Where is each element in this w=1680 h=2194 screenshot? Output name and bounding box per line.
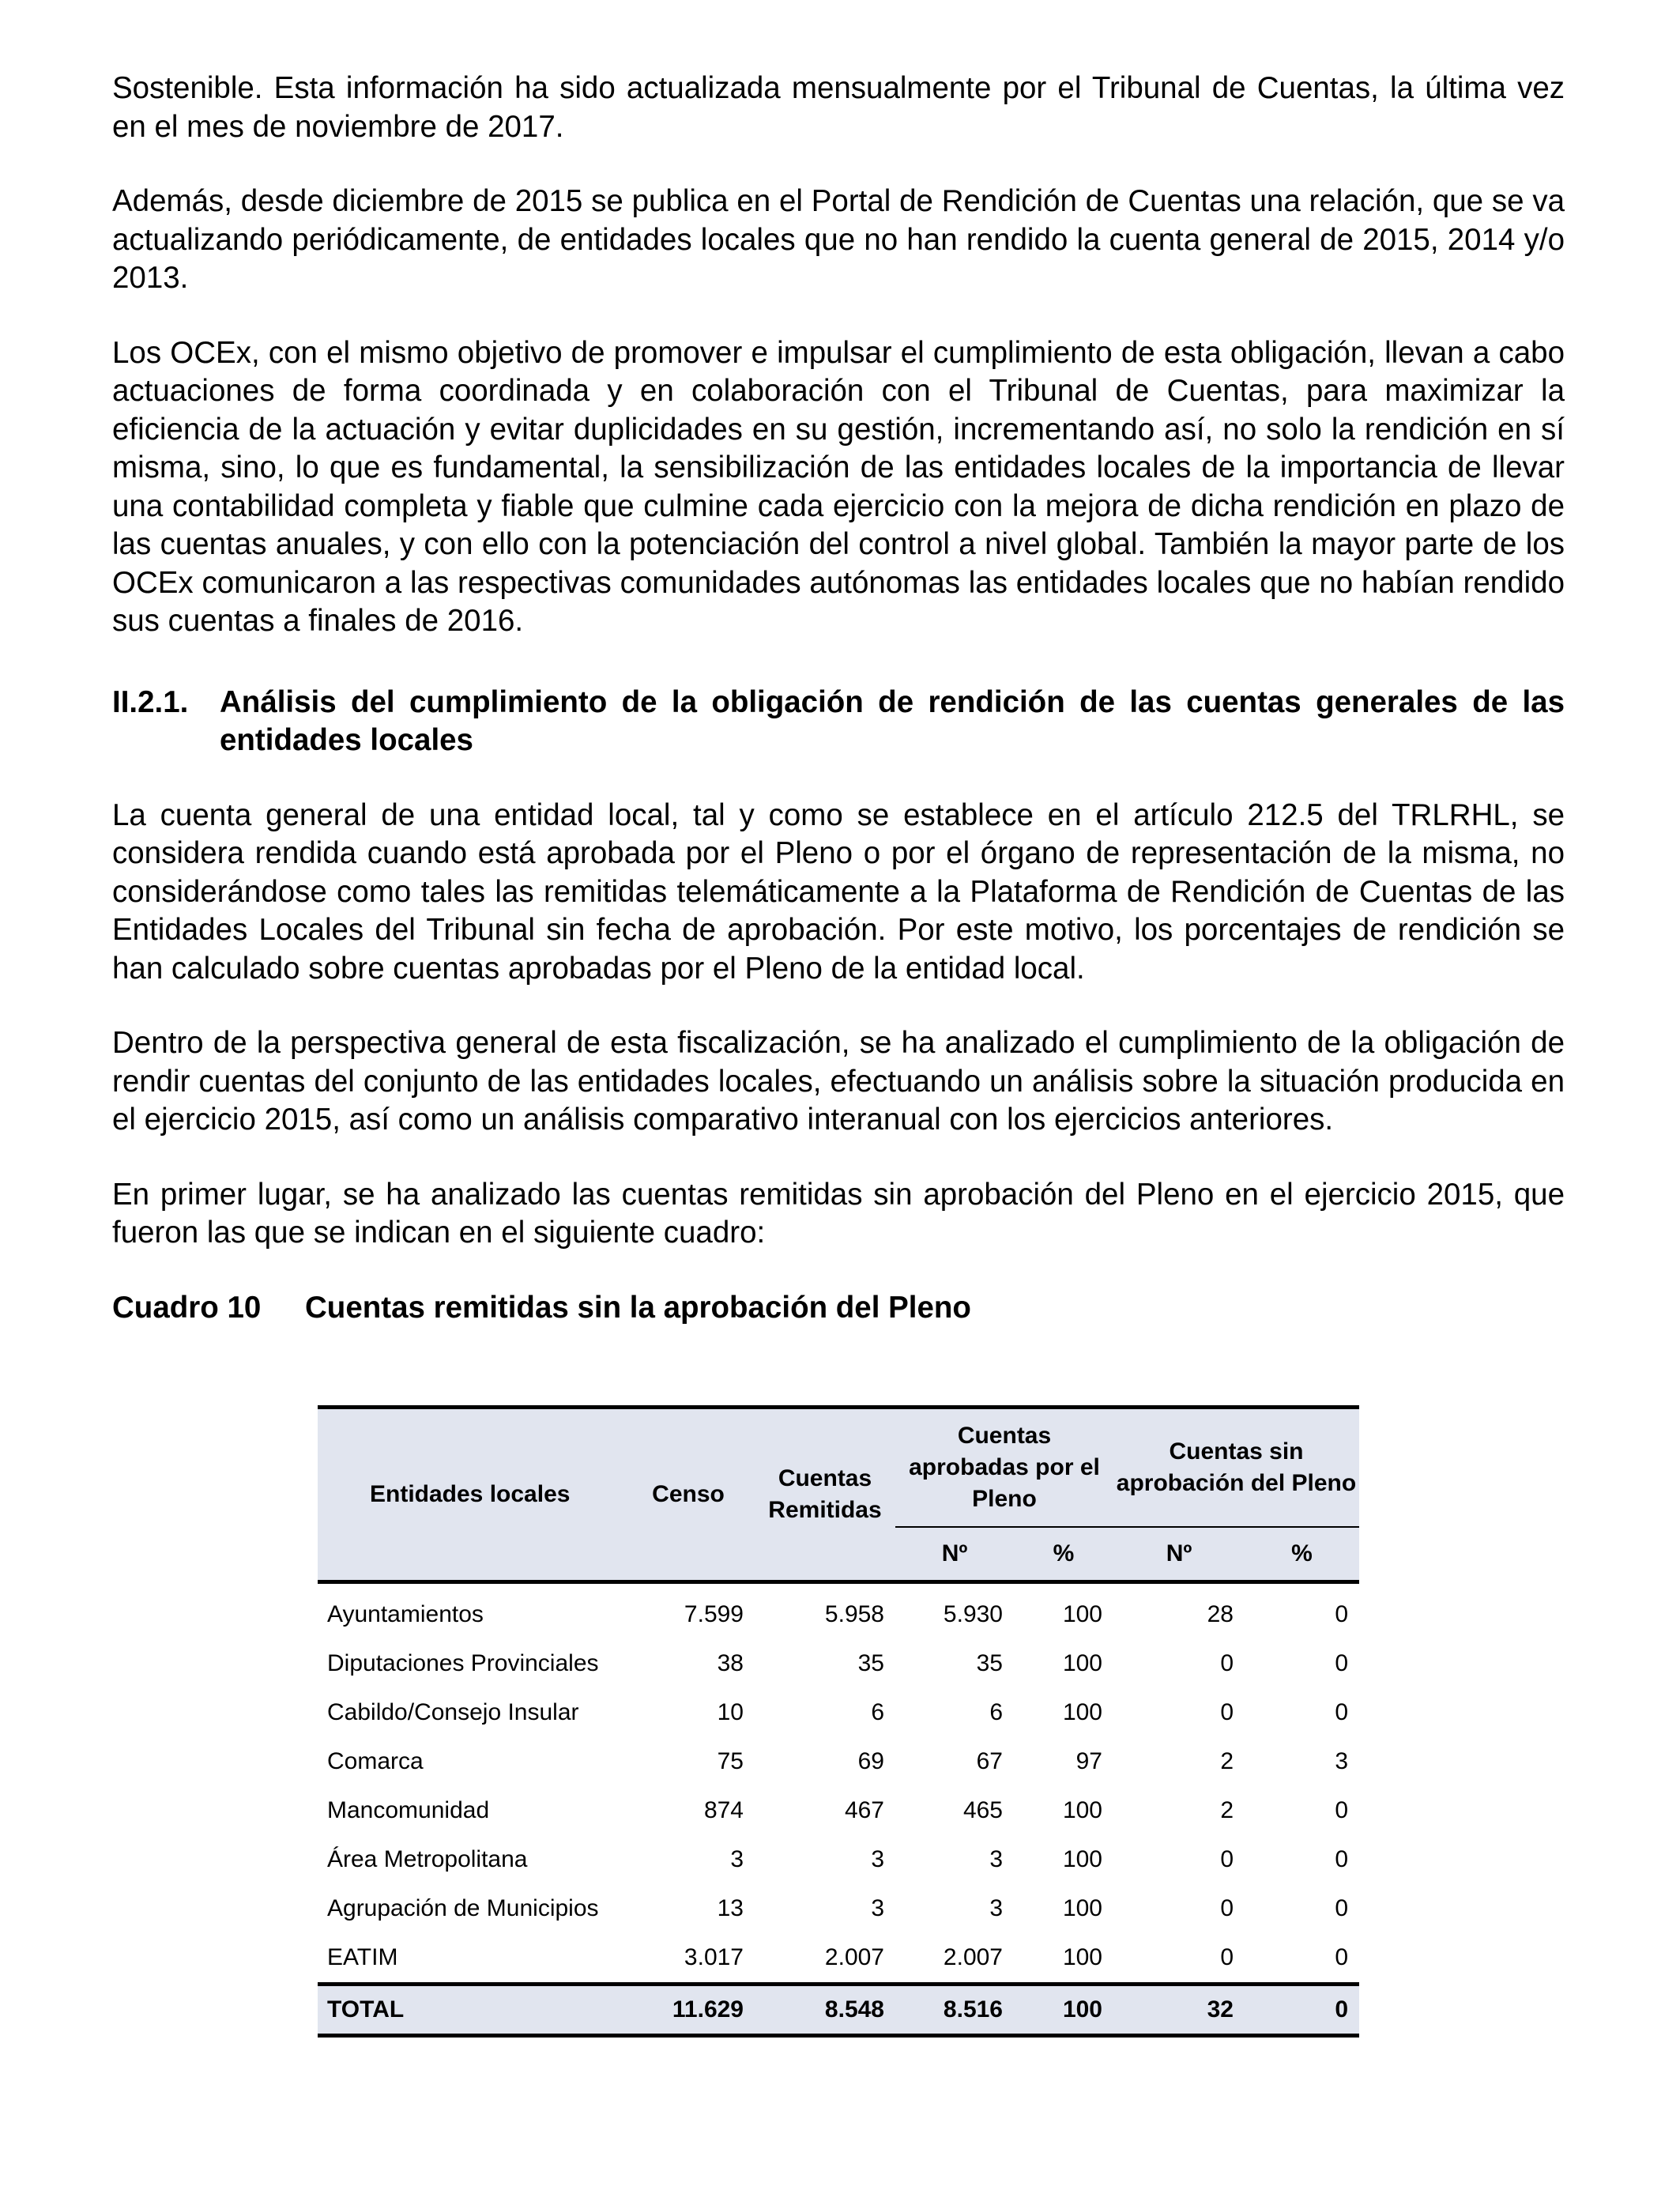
cell-aprob-p: 100 (1062, 1601, 1102, 1627)
cell-sin-p: 0 (1335, 1944, 1348, 1970)
cell-label: Comarca (327, 1748, 424, 1774)
cell-sin-p: 0 (1335, 1601, 1348, 1627)
cell-sin-n: 0 (1220, 1699, 1234, 1725)
header-entidades: Entidades locales (318, 1408, 622, 1582)
header-sin-aprobacion: Cuentas sin aprobación del Pleno (1113, 1408, 1359, 1528)
section-heading (112, 684, 1565, 760)
table-row (318, 1737, 1359, 1786)
cell-sin-p: 0 (1335, 1650, 1348, 1676)
cell-censo: 3.017 (684, 1944, 744, 1970)
cell-sin-p: 0 (1335, 1895, 1348, 1921)
cell-remitidas: 6 (871, 1699, 884, 1725)
cell-aprob-n: 35 (976, 1650, 1003, 1676)
paragraph-4: La cuenta general de una entidad local, tal y como se establece en el artículo 212.5 del TRLRHL, se considera rendida cuando está aprobada por el Pleno o por el órgano de representación de la misma, no considerándose como tales las remitidas telemáticamente a la Plataforma de Rendición de Cuentas de las Entidades Locales del Tribunal sin fecha de aprobación. Por este motivo, los porcentajes de rendición se han calculado sobre cuentas aprobadas por el Pleno de la entidad local. (112, 797, 1565, 986)
cell-label: Diputaciones Provinciales (327, 1650, 599, 1676)
cell-censo: 7.599 (684, 1601, 744, 1627)
paragraph-1: Sostenible. Esta información ha sido actualizada mensualmente por el Tribunal de Cuentas, la última vez en el mes de noviembre de 2017. (112, 71, 1565, 144)
cell-aprob-p: 100 (1062, 1650, 1102, 1676)
header-aprobadas-num: Nº (895, 1527, 1014, 1582)
table-row (318, 1582, 1359, 1640)
cell-aprob-p: 100 (1062, 1895, 1102, 1921)
header-sin-num: Nº (1113, 1527, 1245, 1582)
header-aprobadas-pct: % (1014, 1527, 1113, 1582)
paragraph-3: Los OCEx, con el mismo objetivo de promover e impulsar el cumplimiento de esta obligación, llevan a cabo actuaciones de forma coordinada y en colaboración con el Tribunal de Cuentas, para maximizar la eficiencia de la actuación y evitar duplicidades en su gestión, incrementando así, no solo la rendición en sí misma, sino, lo que es fundamental, la sensibilización de las entidades locales de la importancia de llevar una contabilidad completa y fiable que culmine cada ejercicio con la mejora de dicha rendición en plazo de las cuentas anuales, y con ello con la potenciación del control a nivel global. También la mayor parte de los OCEx comunicaron a las respectivas comunidades autónomas las entidades locales que no habían rendido sus cuentas a finales de 2016. (112, 335, 1565, 638)
cell-censo: 38 (717, 1650, 744, 1676)
cell-sin-n: 2 (1220, 1797, 1234, 1823)
table-row (318, 1786, 1359, 1835)
cuentas-table (318, 1405, 1359, 2038)
table-row (318, 1688, 1359, 1737)
cell-sin-p: 0 (1335, 1699, 1348, 1725)
cell-remitidas: 35 (857, 1650, 884, 1676)
cell-aprob-n: 2.007 (943, 1944, 1003, 1970)
cell-aprob-p: 100 (1062, 1846, 1102, 1872)
cell-label: EATIM (327, 1944, 398, 1970)
cell-sin-n: 0 (1220, 1944, 1234, 1970)
cell-remitidas: 2.007 (824, 1944, 884, 1970)
cell-label: Mancomunidad (327, 1797, 490, 1823)
table-caption-number: Cuadro 10 (112, 1290, 262, 1325)
table-row-total (318, 1985, 1359, 2036)
header-sin-pct: % (1245, 1527, 1359, 1582)
cell-label: Cabildo/Consejo Insular (327, 1699, 579, 1725)
total-aprob-n: 8.516 (895, 1985, 1014, 2036)
cell-sin-n: 0 (1220, 1846, 1234, 1872)
document-page (112, 70, 1565, 1363)
cell-label: Área Metropolitana (327, 1846, 528, 1872)
cell-censo: 3 (730, 1846, 744, 1872)
table-caption-title: Cuentas remitidas sin la aprobación del Pleno (305, 1290, 971, 1325)
cell-sin-p: 0 (1335, 1797, 1348, 1823)
cell-remitidas: 3 (871, 1895, 884, 1921)
total-censo: 11.629 (622, 1985, 755, 2036)
total-sin-n: 32 (1113, 1985, 1245, 2036)
table-container (318, 1405, 1359, 2038)
table-row (318, 1884, 1359, 1933)
header-aprobadas: Cuentas aprobadas por el Pleno (895, 1408, 1113, 1528)
cell-aprob-n: 465 (962, 1797, 1003, 1823)
cell-aprob-p: 100 (1062, 1944, 1102, 1970)
section-number: II.2.1. (112, 684, 189, 719)
table-row (318, 1639, 1359, 1688)
cell-sin-n: 28 (1207, 1601, 1234, 1627)
cell-sin-n: 0 (1220, 1650, 1234, 1676)
cell-censo: 75 (717, 1748, 744, 1774)
cell-sin-p: 3 (1335, 1748, 1348, 1774)
header-censo: Censo (622, 1408, 755, 1582)
cell-remitidas: 69 (857, 1748, 884, 1774)
paragraph-6: En primer lugar, se ha analizado las cuentas remitidas sin aprobación del Pleno en el ejercicio 2015, que fueron las que se indican en el siguiente cuadro: (112, 1177, 1565, 1250)
cell-remitidas: 3 (871, 1846, 884, 1872)
cell-aprob-n: 3 (989, 1895, 1003, 1921)
table-row (318, 1933, 1359, 1985)
cell-remitidas: 467 (844, 1797, 884, 1823)
cell-label: Agrupación de Municipios (327, 1895, 599, 1921)
cell-censo: 13 (717, 1895, 744, 1921)
section-title: Análisis del cumplimiento de la obligación de rendición de las cuentas generales de las entidades locales (220, 684, 1565, 757)
cell-aprob-p: 100 (1062, 1797, 1102, 1823)
cell-censo: 10 (717, 1699, 744, 1725)
total-remitidas: 8.548 (755, 1985, 895, 2036)
cell-aprob-p: 100 (1062, 1699, 1102, 1725)
header-remitidas: Cuentas Remitidas (755, 1408, 895, 1582)
table-row (318, 1835, 1359, 1884)
table-caption (112, 1289, 1565, 1327)
cell-aprob-n: 6 (989, 1699, 1003, 1725)
cell-sin-p: 0 (1335, 1846, 1348, 1872)
cell-censo: 874 (703, 1797, 744, 1823)
table-body (318, 1582, 1359, 2036)
total-label: TOTAL (318, 1985, 622, 2036)
cell-remitidas: 5.958 (824, 1601, 884, 1627)
paragraph-2: Además, desde diciembre de 2015 se publica en el Portal de Rendición de Cuentas una relación, que se va actualizando periódicamente, de entidades locales que no han rendido la cuenta general de 2015, 2014 y/o 2013. (112, 184, 1565, 295)
cell-aprob-n: 5.930 (943, 1601, 1003, 1627)
total-sin-p: 0 (1245, 1985, 1359, 2036)
cell-label: Ayuntamientos (327, 1601, 484, 1627)
total-aprob-p: 100 (1014, 1985, 1113, 2036)
cell-aprob-n: 3 (989, 1846, 1003, 1872)
cell-aprob-n: 67 (976, 1748, 1003, 1774)
paragraph-5: Dentro de la perspectiva general de esta fiscalización, se ha analizado el cumplimiento de la obligación de rendir cuentas del conjunto de las entidades locales, efectuando un análisis sobre la situación producida en el ejercicio 2015, así como un análisis comparativo interanual con los ejercicios anteriores. (112, 1026, 1565, 1137)
cell-sin-n: 2 (1220, 1748, 1234, 1774)
cell-sin-n: 0 (1220, 1895, 1234, 1921)
cell-aprob-p: 97 (1075, 1748, 1102, 1774)
